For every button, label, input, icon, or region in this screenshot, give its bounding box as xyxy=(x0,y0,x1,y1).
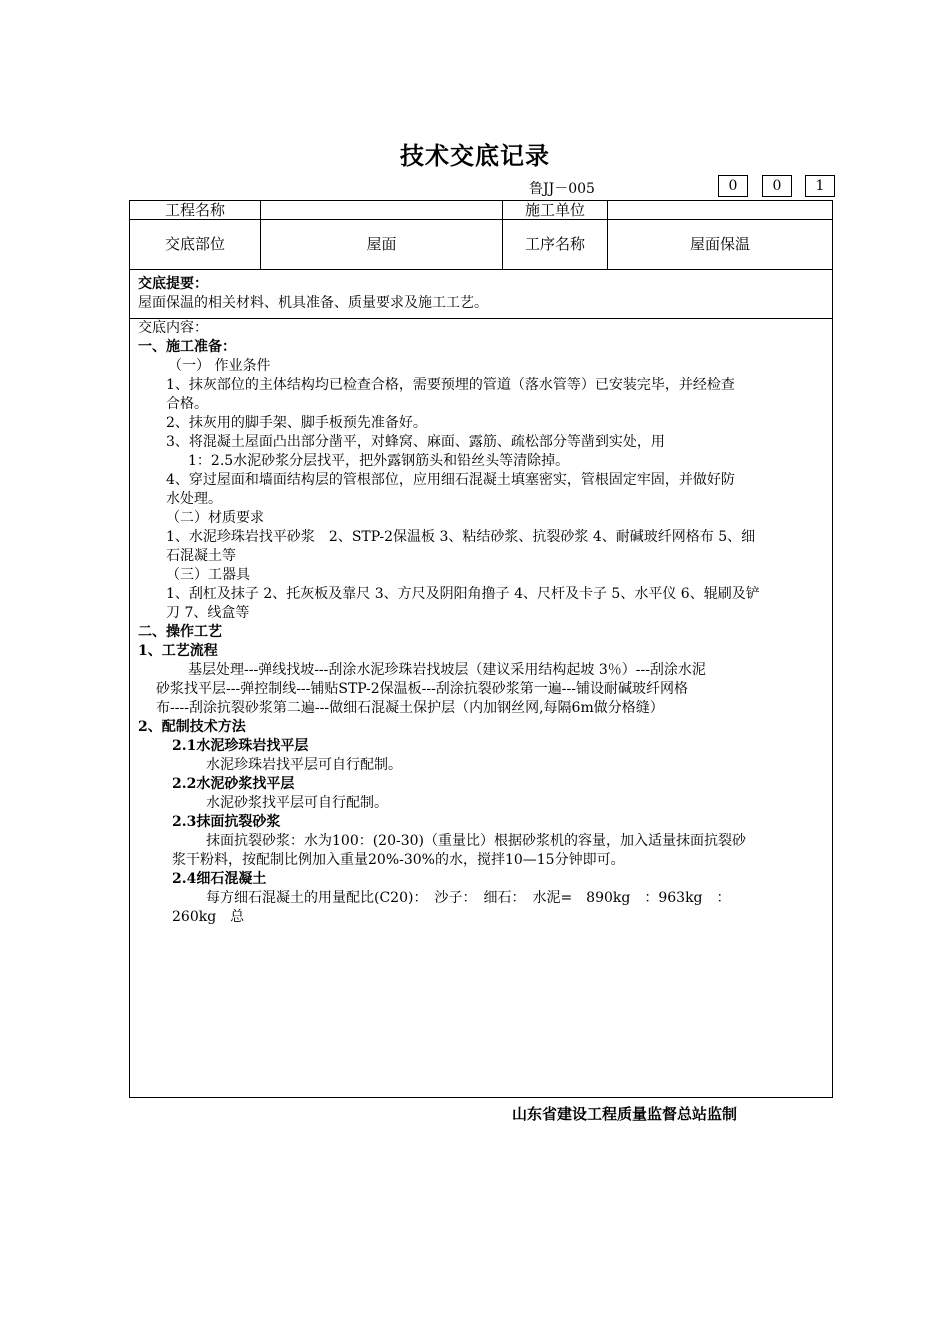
content-line: 1、抹灰部位的主体结构均已检查合格，需要预埋的管道（落水管等）已安装完毕，并经检查 xyxy=(166,377,735,393)
content-line: 合格。 xyxy=(166,396,208,412)
subsection-heading: 2、配制技术方法 xyxy=(138,719,246,735)
number-box-2: 0 xyxy=(762,175,792,197)
section-heading: 一、施工准备： xyxy=(138,339,236,355)
row-divider xyxy=(130,269,832,270)
content-line: 交底内容： xyxy=(138,320,208,336)
subsection-heading: 2.4细石混凝土 xyxy=(172,871,267,887)
content-line: 浆干粉料，按配制比例加入重量20%-30%的水，搅拌10—15分钟即可。 xyxy=(172,852,625,868)
process-label: 工序名称 xyxy=(524,235,585,253)
content-line: 砂浆找平层---弹控制线---铺贴STP-2保温板---刮涂抗裂砂浆第一遍---铺设耐碱玻纤网格 xyxy=(156,681,688,697)
summary-section xyxy=(138,275,828,313)
issuer-footer: 山东省建设工程质量监督总站监制 xyxy=(512,1105,738,1123)
content-line: 水泥珍珠岩找平层可自行配制。 xyxy=(206,757,402,773)
content-line: 4、穿过屋面和墙面结构层的管根部位，应用细石混凝土填塞密实，管根固定牢固，并做好防 xyxy=(166,472,735,488)
number-box-1: 0 xyxy=(718,175,748,197)
content-line: 布----刮涂抗裂砂浆第二遍---做细石混凝土保护层（内加钢丝网,每隔6m做分格缝） xyxy=(156,700,664,716)
subsection-heading: 2.1水泥珍珠岩找平层 xyxy=(172,738,309,754)
content-line: 3、将混凝土屋面凸出部分凿平，对蜂窝、麻面、露筋、疏松部分等凿到实处，用 xyxy=(166,434,665,450)
number-box-3: 1 xyxy=(805,175,835,197)
subsection-heading: 2.2水泥砂浆找平层 xyxy=(172,776,295,792)
location-value: 屋面 xyxy=(366,235,397,253)
content-line: 1、水泥珍珠岩找平砂浆 2、STP-2保温板 3、粘结砂浆、抗裂砂浆 4、耐碱玻纤网格布 5、细 xyxy=(166,529,756,545)
subsection-heading: （一） 作业条件 xyxy=(168,358,271,374)
content-line: 1、刮杠及抹子 2、托灰板及靠尺 3、方尺及阴阳角撸子 4、尺杆及卡子 5、水平仪 6、辊刷及铲 xyxy=(166,586,760,602)
record-table xyxy=(129,200,833,1098)
content-line: 抹面抗裂砂浆：水为100：(20-30)（重量比）根据砂浆机的容量，加入适量抹面抗裂砂 xyxy=(206,833,747,849)
content-line: 2、抹灰用的脚手架、脚手板预先准备好。 xyxy=(166,415,427,431)
content-section xyxy=(138,319,828,927)
form-code: 鲁JJ－005 xyxy=(529,181,595,197)
construction-unit-label: 施工单位 xyxy=(524,201,585,219)
content-line: 260kg 总 xyxy=(172,909,245,925)
subsection-heading: （二）材质要求 xyxy=(166,510,264,526)
process-value: 屋面保温 xyxy=(689,235,750,253)
subsection-heading: （三）工器具 xyxy=(166,567,250,583)
section-heading: 二、操作工艺 xyxy=(138,624,222,640)
document-title: 技术交底记录 xyxy=(400,141,550,170)
content-line: 每方细石混凝土的用量配比(C20)： 沙子： 细石： 水泥= 890kg ：963kg ： xyxy=(206,890,731,906)
content-line: 石混凝土等 xyxy=(166,548,236,564)
content-line: 1：2.5水泥砂浆分层找平，把外露钢筋头和铅丝头等清除掉。 xyxy=(188,453,570,469)
content-line: 水泥砂浆找平层可自行配制。 xyxy=(206,795,388,811)
subsection-heading: 1、工艺流程 xyxy=(138,643,218,659)
content-line: 刀 7、线盒等 xyxy=(166,605,250,621)
subsection-heading: 2.3抹面抗裂砂浆 xyxy=(172,814,281,830)
project-name-label: 工程名称 xyxy=(164,201,225,219)
summary-text: 屋面保温的相关材料、机具准备、质量要求及施工工艺。 xyxy=(138,295,488,311)
content-line: 水处理。 xyxy=(166,491,222,507)
content-line: 基层处理---弹线找坡---刮涂水泥珍珠岩找坡层（建议采用结构起坡 3％）---刮涂水泥 xyxy=(188,662,706,678)
location-label: 交底部位 xyxy=(164,235,225,253)
summary-heading: 交底提要： xyxy=(138,276,208,292)
